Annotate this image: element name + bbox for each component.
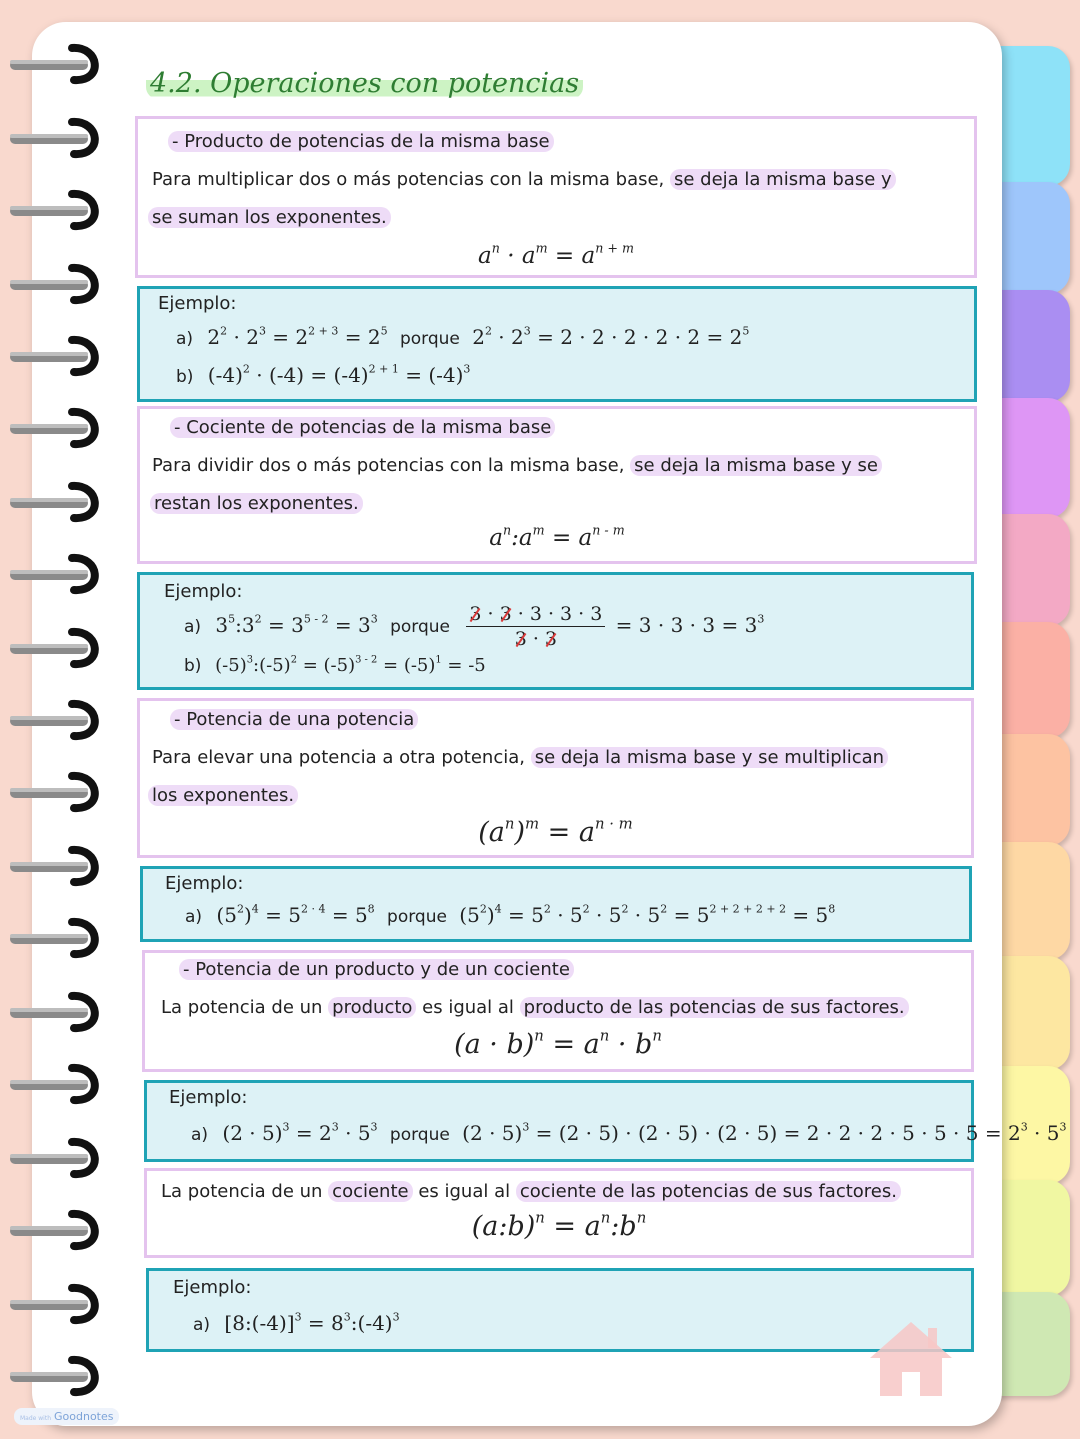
rule-box-potencia bbox=[137, 698, 974, 858]
example-box-2 bbox=[137, 572, 974, 690]
binder-ring bbox=[0, 262, 104, 306]
item-label-b: b) bbox=[176, 367, 194, 387]
example-box-4 bbox=[144, 1080, 1067, 1162]
rule-text bbox=[152, 169, 896, 190]
rule-formula: (a:b)$^n$ = $a^n:b^n$ bbox=[471, 1208, 647, 1242]
cancel-fraction: $\frac{3 \cdot 3 \cdot 3 \cdot 3 \cdot 3}{3 \cdot 3}$ bbox=[466, 603, 605, 650]
rule-text-highlight: producto bbox=[328, 997, 416, 1018]
binder-ring bbox=[0, 1208, 104, 1252]
binder-ring bbox=[0, 990, 104, 1034]
tab-12[interactable] bbox=[990, 1292, 1070, 1396]
example-line-a: a) $(2 \cdot 5)^3 = 2^3 \cdot 5^3$ porque $(2 \cdot 5)^3 = (2 \cdot 5) \cdot (2 \cdot 5) \cdot (2 \cdot 5) = 2 \cdot 2 \cdot 2 \cdot 5 \cdot 5 \cdot 5 = 2^3 \cdot 5^3$ bbox=[191, 1120, 1067, 1145]
example-label: Ejemplo: bbox=[173, 1277, 252, 1298]
rule-formula: $a^n:a^m = a^{n - m}$ bbox=[489, 522, 625, 551]
binder-ring bbox=[0, 480, 104, 524]
rule-formula: $a^n \cdot a^m = a^{n + m}$ bbox=[478, 240, 634, 269]
example-line-a: a) $(5^2)^4 = 5^{2 \cdot 4} = 5^8$ porque $(5^2)^4 = 5^2 \cdot 5^2 \cdot 5^2 \cdot 5^2 = 5^{2 + 2 + 2 + 2} = 5^8$ bbox=[185, 902, 836, 927]
tab-8[interactable] bbox=[990, 842, 1070, 960]
rule-text-plain: Para dividir dos o más potencias con la misma base, bbox=[152, 455, 631, 476]
binder-ring bbox=[0, 188, 104, 232]
porque-word: porque bbox=[389, 1125, 450, 1145]
goodnotes-badge bbox=[14, 1408, 119, 1425]
page-title: 4.2. Operaciones con potencias bbox=[146, 68, 583, 99]
example-line-b: b) $(-4)^2 \cdot (-4) = (-4)^{2 + 1} = (-4)^3$ bbox=[176, 362, 471, 387]
binder-ring bbox=[0, 552, 104, 596]
rule-box-producto-cociente bbox=[142, 950, 974, 1072]
binder-ring bbox=[0, 626, 104, 670]
binder-ring bbox=[0, 1136, 104, 1180]
rule-text-plain: Para multiplicar dos o más potencias con la misma base, bbox=[152, 169, 670, 190]
example-label: Ejemplo: bbox=[164, 581, 243, 602]
example-box-5 bbox=[146, 1268, 974, 1352]
rule-box-producto bbox=[135, 116, 977, 278]
binder-ring bbox=[0, 406, 104, 450]
example-label: Ejemplo: bbox=[169, 1087, 248, 1108]
binder-ring bbox=[0, 844, 104, 888]
rule-box-cociente-potencia bbox=[144, 1168, 974, 1258]
rule-text-highlight-2: los exponentes. bbox=[148, 785, 298, 806]
rule-text-highlight-2: restan los exponentes. bbox=[150, 493, 363, 514]
binder-ring bbox=[0, 770, 104, 814]
tab-3[interactable] bbox=[990, 290, 1070, 402]
rule-text-plain-2: es igual al bbox=[412, 1181, 516, 1202]
rule-text-highlight: se deja la misma base y se multiplican bbox=[531, 747, 888, 768]
rule-text bbox=[161, 997, 909, 1018]
rule-text-highlight-2: producto de las potencias de sus factores. bbox=[520, 997, 909, 1018]
rule-formula: $(a^n)^m = a^{n \cdot m}$ bbox=[478, 814, 633, 848]
tab-4[interactable] bbox=[990, 398, 1070, 518]
binder-ring bbox=[0, 916, 104, 960]
item-label-a: a) bbox=[185, 907, 203, 927]
rule-text-highlight-2: se suman los exponentes. bbox=[148, 207, 391, 228]
rule-text-highlight: se deja la misma base y bbox=[670, 169, 896, 190]
rule-text bbox=[161, 1181, 901, 1202]
item-label-a: a) bbox=[191, 1125, 209, 1145]
porque-word: porque bbox=[390, 617, 451, 637]
rule-box-cociente bbox=[137, 406, 977, 564]
rule-heading: - Producto de potencias de la misma base bbox=[168, 131, 554, 152]
rule-heading: - Potencia de un producto y de un cociente bbox=[179, 959, 574, 980]
example-label: Ejemplo: bbox=[158, 293, 237, 314]
binder-ring bbox=[0, 1354, 104, 1398]
rule-heading: - Potencia de una potencia bbox=[170, 709, 418, 730]
tab-9[interactable] bbox=[990, 956, 1070, 1070]
binder-ring bbox=[0, 334, 104, 378]
tab-2[interactable] bbox=[990, 182, 1070, 294]
example-line-a: a) [8:(-4)]$^3$ = $8^3:(-4)^3$ bbox=[193, 1310, 400, 1335]
rule-text-plain-2: es igual al bbox=[416, 997, 520, 1018]
binder-ring bbox=[0, 698, 104, 742]
example-label: Ejemplo: bbox=[165, 873, 244, 894]
home-icon[interactable] bbox=[868, 1318, 954, 1398]
rule-text-plain: Para elevar una potencia a otra potencia, bbox=[152, 747, 531, 768]
binder-ring bbox=[0, 116, 104, 160]
example-box-3 bbox=[140, 866, 972, 942]
example-line-a: a) $3^5:3^2 = 3^{5 - 2} = 3^3$ porque $\frac{3 \cdot 3 \cdot 3 \cdot 3 \cdot 3}{3 \cdot 3}$ = $3 \cdot 3 \cdot 3 = 3^3$ bbox=[184, 603, 765, 650]
rule-text-highlight-2: cociente de las potencias de sus factores. bbox=[516, 1181, 901, 1202]
item-label-a: a) bbox=[176, 329, 194, 349]
rule-text-plain: La potencia de un bbox=[161, 1181, 329, 1202]
rule-text bbox=[152, 747, 888, 768]
example-line-b: b) $(-5)^3:(-5)^2 = (-5)^{3 - 2} = (-5)^1 = -5$ bbox=[184, 654, 486, 676]
tab-6[interactable] bbox=[990, 622, 1070, 738]
binder-ring bbox=[0, 1282, 104, 1326]
porque-word: porque bbox=[387, 907, 447, 927]
example-box-1 bbox=[137, 286, 977, 402]
rule-text-highlight: cociente bbox=[328, 1181, 412, 1202]
tab-1[interactable] bbox=[990, 46, 1070, 186]
tab-11[interactable] bbox=[990, 1180, 1070, 1296]
tab-5[interactable] bbox=[990, 514, 1070, 626]
rule-text bbox=[152, 455, 882, 476]
example-line-a: a) $2^2 \cdot 2^3 = 2^{2 + 3} = 2^5$ porque $2^2 \cdot 2^3 = 2 \cdot 2 \cdot 2 \cdot 2 \cdot 2 = 2^5$ bbox=[176, 324, 750, 349]
binder-ring bbox=[0, 1062, 104, 1106]
item-label-a: a) bbox=[184, 617, 202, 637]
rule-text-highlight: se deja la misma base y se bbox=[630, 455, 882, 476]
badge-brand: Goodnotes bbox=[54, 1410, 114, 1423]
rule-formula: $(a \cdot b)^n = a^n \cdot b^n$ bbox=[454, 1026, 662, 1060]
tab-7[interactable] bbox=[990, 734, 1070, 846]
rule-heading: - Cociente de potencias de la misma base bbox=[170, 417, 555, 438]
badge-made-with: Made with bbox=[20, 1415, 51, 1422]
binder-ring bbox=[0, 42, 104, 86]
item-label-a: a) bbox=[193, 1315, 211, 1335]
rule-text-plain: La potencia de un bbox=[161, 997, 329, 1018]
porque-word: porque bbox=[399, 329, 460, 349]
item-label-b: b) bbox=[184, 656, 202, 676]
